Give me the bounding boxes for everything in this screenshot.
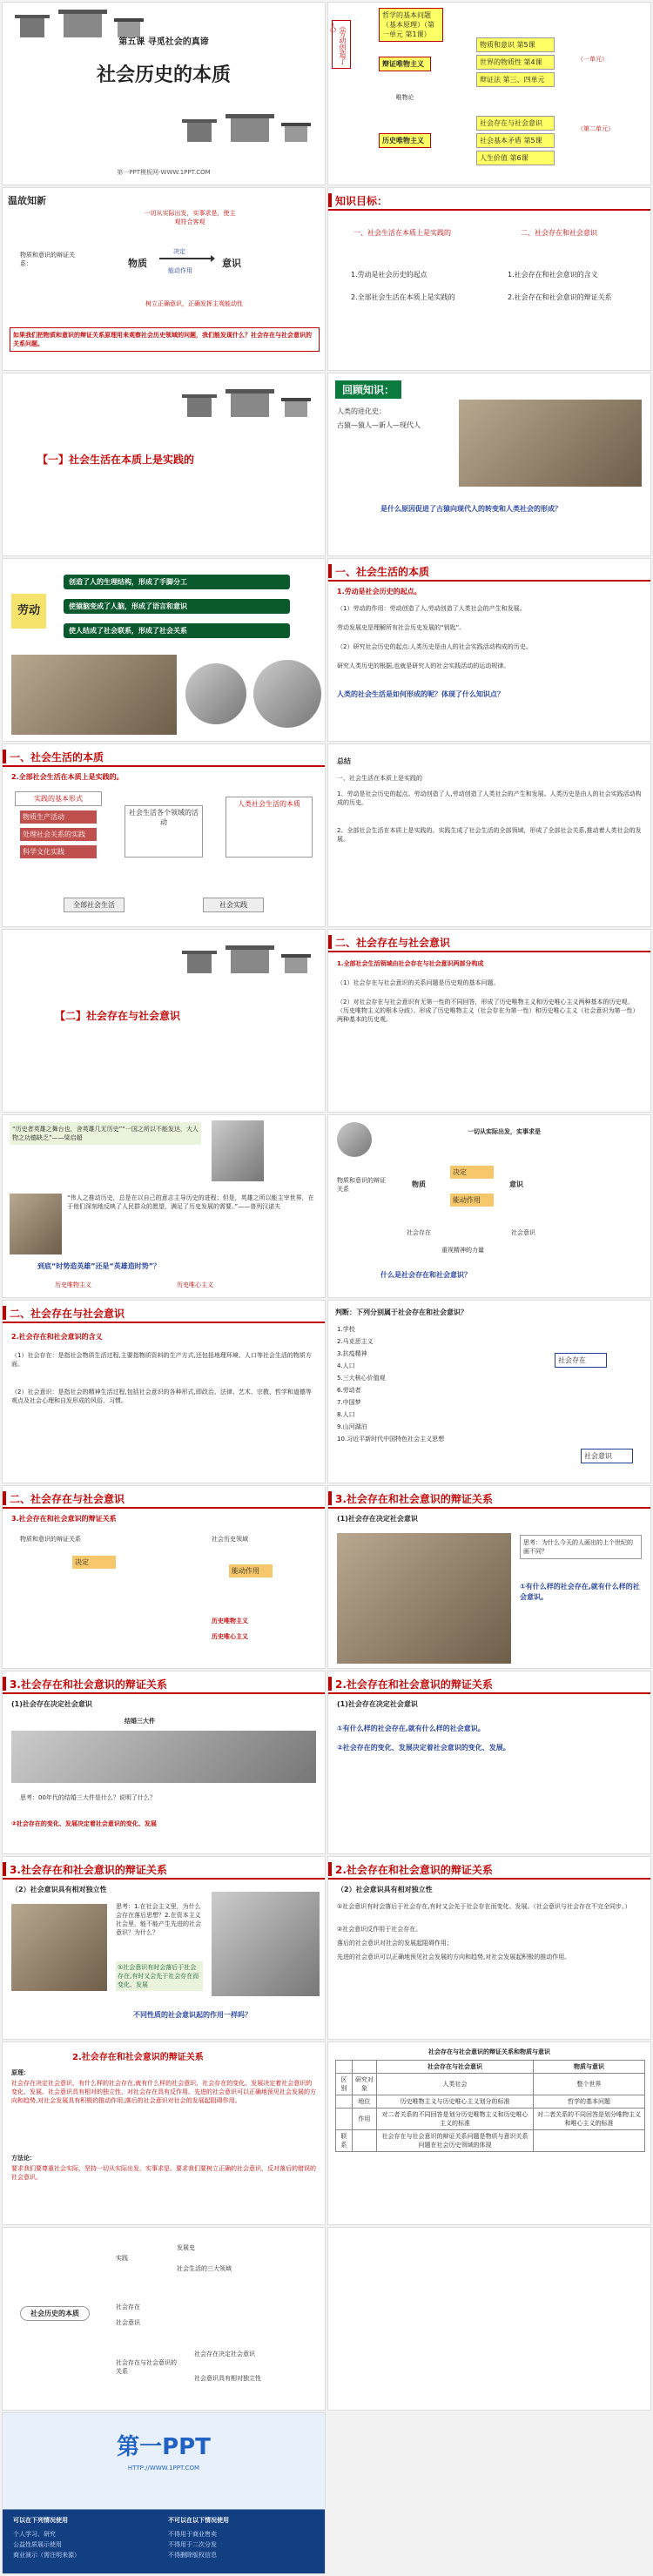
slide-independence-1 [2,1856,326,2040]
footer-col2-line-2: 不得用于二次分发 [168,2541,217,2548]
diagram-bottom: 重视精神的力量 [441,1247,484,1254]
top-note: 一切从实际出发，实事求是，使主观符合客观 [144,210,236,225]
subheading: 1.全部社会生活领域由社会存在与社会意识两部分构成 [337,960,484,967]
review-heading: 温故知新 [8,195,46,206]
branch-2: 世界的物质性 第4课 [476,55,555,70]
subheading: (1)社会存在决定社会意识 [11,1700,92,1708]
slide-recall [327,373,651,556]
slide-compare-table [327,2041,651,2225]
summary-heading: 总结 [337,757,351,765]
judge-item: 3.抗疫精神 [337,1350,367,1357]
slide-dialectic-1 [2,1485,326,1669]
matter-label: 物质 [412,1180,426,1188]
red-historical-materialism: 历史唯物主义 [212,1618,248,1624]
meaning-consciousness: （2）社会意识：是指社会的精神生活过程,包括社会意识的各种形式,即政治、法律、艺术、宗教、哲学和道德等观点及社会心理和自发形成的风俗、习惯。 [11,1389,312,1404]
method-label: 方法论： [11,2155,36,2162]
slide-heroes [2,1114,326,1298]
brand-text: 第一PPT模板网-WWW.1PPT.COM [117,169,211,176]
map-branch-1: 实践 [116,2255,128,2262]
section-heading: 一、社会生活的本质 [10,751,104,763]
relation-question: 什么是社会存在和社会意识？ [380,1271,471,1279]
objective-col1-item-1: 1.劳动是社会历史的起点 [351,271,427,279]
slide-marriage [2,1671,326,1854]
practice-item-2: 处理社会关系的实践 [20,828,97,841]
slide-review [2,187,326,371]
table-cell [336,2109,353,2130]
branch-3: 辩证法 第三、四单元 [476,72,555,87]
slide-main-title: 社会历史的本质 [96,64,231,86]
judge-list [337,1325,537,1447]
method-text: 要求我们要尊重社会实际，坚持一切从实际出发，实事求是。要求我们要树立正确的社会意识，反对落后的错误的社会意识。 [11,2165,316,2181]
three-items-label: 结婚三大件 [125,1718,155,1725]
slide-blank [327,2227,651,2411]
principle-text: 社会存在决定社会意识，有什么样的社会存在,就有什么样的社会意识，社会存在的变化、发展决定着社会意识的变化、发展。社会意识具有相对的独立性，对社会存在具有反作用。先进的社会意识可以正确地预见社会发展的方向和趋势,对社会发展具有积极的推动作用;落后的社会意识对社会的发展起阻碍作用。 [11,2080,316,2104]
evolution-label: 人类的进化史： [337,407,386,415]
tag-historical-idealism: 历史唯心主义 [177,1281,213,1288]
subheading: 3.社会存在和社会意识的辩证关系 [11,1515,117,1523]
top-box: 哲学的基本问题（基本原理）（第一单元 第1课） [379,8,443,42]
tag-consciousness: 社会意识 [511,1229,535,1236]
section-heading: 二、社会存在与社会意识 [335,937,451,949]
table-cell: 人类社会 [376,2074,533,2095]
slide-nature-2 [2,743,326,927]
section-one-title: 【一】社会生活在本质上是实践的 [37,454,195,466]
judge-item: 2.马克思主义 [337,1338,374,1345]
marriage-question: 思考：00年代的结婚三大件是什么？说明了什么？ [20,1794,156,1801]
subheading: 2.社会存在和社会意识的含义 [11,1333,103,1341]
branch-6: 人生价值 第6课 [476,151,555,165]
footer-col1-line-1: 个人学习、研究 [13,2531,56,2538]
point-3: （2）研究社会历史的起点:人类历史是由人的社会实践活动构成的历史。 [337,643,532,650]
diagram-left-label: 物质和意识的辩证关系 [337,1177,386,1193]
footer-col1-line-3: 商业演示（需注明来源） [13,2552,80,2559]
practice-item-3: 科学文化实践 [20,845,97,858]
judge-item: 4.人口 [337,1362,355,1369]
social-practice-tag: 社会实践 [203,898,264,912]
slide-summary-map [2,2227,326,2411]
footer-col2-title: 不可以在以下情况使用 [168,2517,229,2524]
table-cell: 社会存在与社会意识的辩证关系问题是物质与意识关系问题在社会历史领域的体现 [376,2130,533,2152]
evolution-chain: 古猿—猿人—新人—现代人 [337,421,421,429]
subheading: 1.劳动是社会历史的起点。 [337,588,421,595]
map-center: 社会历史的本质 [20,2306,90,2321]
section-heading: 二、社会存在与社会意识 [10,1308,125,1320]
dialectical-materialism: 辩证唯物主义 [379,57,431,71]
judge-item: 5.三大核心价值观 [337,1375,386,1382]
table-cell: 地位 [352,2095,376,2109]
table-cell: 区别 [336,2074,353,2095]
slide-summary-1 [327,743,651,927]
table-title: 社会存在与社会意识的辩证关系和物质与意识 [428,2048,550,2055]
summary-line-1: 一、社会生活在本质上是实践的 [337,775,422,782]
human-brain-image [253,660,321,728]
review-badge-image [337,1122,372,1157]
right-label: 社会历史领域 [212,1536,248,1543]
table-cell [534,2130,645,2152]
section-heading: 一、社会生活的本质 [335,566,430,578]
table-cell: 作用 [352,2109,376,2130]
recall-question: 是什么原因促进了古猿向现代人的转变和人类社会的形成？ [380,505,562,513]
footer-col2-line-3: 不得删除版权信息 [168,2552,217,2559]
section-heading: 2.社会存在和社会意识的辩证关系 [335,1678,493,1691]
consciousness-label: 意识 [509,1180,523,1188]
marriage-answer: ②社会存在的变化、发展决定着社会意识的变化、发展 [11,1820,157,1827]
section-heading: 二、社会存在与社会意识 [10,1493,125,1505]
table-cell [336,2095,353,2109]
slide-objectives [327,187,651,371]
slide-existence-1 [327,929,651,1113]
slide-title [2,2,326,185]
slide-section-two [2,929,326,1113]
decides-arrow [159,258,212,259]
slide-relation-diagram [327,1114,651,1298]
slide-meaning [2,1300,326,1483]
point-4: 研究人类历史的根据,也就是研究人的社会实践活动的运动规律。 [337,662,510,669]
labor-effect-2: 使猿脑变成了人脑，形成了语言和意识 [64,599,290,614]
footer-logo: 第一PPT [117,2434,211,2460]
objective-col2-item-2: 2.社会存在和社会意识的辩证关系 [508,293,612,301]
review-question: 如果我们把物质和意识的辩证关系原理用来观察社会历史领域的问题，我们能发现什么？社会存在与社会意识的关系问题。 [10,327,320,352]
point-4: 先进的社会意识可以正确地预见社会发展的方向和趋势,对社会发展起积极的推动作用。 [337,1954,571,1961]
table-cell [352,2130,376,2152]
side-label: 《劳动创造了人》 [332,20,351,69]
judge-heading: 判断：下列分别属于社会存在和社会意识？ [335,1308,468,1316]
slide-section-one [2,373,326,556]
point-3: 落后的社会意识对社会的发展起阻碍作用； [337,1940,453,1947]
table-row [336,2095,645,2109]
point-1: （1）劳动的作用：劳动创造了人,劳动创造了人类社会的产生和发展。 [337,605,526,612]
judge-item: 7.中国梦 [337,1399,361,1406]
primitive-people-image [11,655,177,735]
objectives-heading: 知识目标： [335,195,388,207]
slide-mindmap [327,2,651,185]
think-question: 思考：为什么今天的人画出的上个世纪的画不同？ [520,1535,642,1559]
map-branch-1b: 社会生活的三大领域 [177,2265,232,2272]
branch-4: 社会存在与社会意识 [476,116,555,131]
tag-social-consciousness: 社会意识 [581,1449,633,1463]
decides-tag: 决定 [72,1556,116,1569]
dynamic-label: 能动作用 [168,267,192,274]
principle-label: 原理： [11,2069,30,2076]
decides-label: 决定 [173,248,185,255]
table-cell: 整个世界 [534,2074,645,2095]
section-heading: 3.社会存在和社会意识的辩证关系 [10,1678,167,1691]
subheading: 2.全部社会生活在本质上是实践的。 [11,773,124,781]
ink-houses-image [173,938,321,979]
branch-5: 社会基本矛盾 第5课 [476,133,555,148]
recall-heading: 回顾知识： [335,380,401,399]
map-branch-3b: 社会意识具有相对独立性 [194,2375,261,2382]
table-header-cell: 社会存在与社会意识 [376,2061,533,2074]
quote-2: “伟人之推动历史，总是在以自己的意志主导历史的进程；但是，英雄之所以能主宰世界，在于他们深刻地反映了人民群众的愿望，满足了历史发展的需要。”——普列汉诺夫 [67,1194,314,1210]
judge-item: 9.山河湖泊 [337,1423,367,1430]
paintings-image [337,1533,511,1664]
table-row [336,2109,645,2130]
objective-col1-item-2: 2.全部社会生活在本质上是实践的 [351,293,455,301]
dynamic-tag: 能动作用 [229,1564,273,1577]
point-1: ①社会意识有时会落后于社会存在,有时又会先于社会存在而变化、发展。（社会意识与社会存在不完全同步。） [337,1903,631,1910]
portrait-image-2 [10,1194,62,1254]
footer-col1-title: 可以在下列情况使用 [13,2517,68,2524]
unit-label-2: （第二单元） [577,125,614,132]
decides-tag: 决定 [450,1166,494,1179]
section-heading: 3.社会存在和社会意识的辩证关系 [10,1864,167,1876]
slide-independence-2 [327,1856,651,2040]
summary-line-2: 1、劳动是社会历史的起点。劳动创造了人,劳动创造了人类社会的产生和发展。人类历史是由人的社会实践活动构成的历史。 [337,790,642,806]
consciousness-label: 意识 [222,258,241,269]
slide-nature-1 [327,558,651,742]
bottom-note: 树立正确意识，正确发挥主观能动性 [145,300,243,307]
footer-col1-line-2: 公益性质展示使用 [13,2541,62,2548]
compare-table [335,2060,645,2152]
diagram-top: 一切从实际出发，实事求是 [468,1128,541,1135]
slide-labor [2,558,326,742]
dynamic-tag: 能动作用 [450,1194,494,1207]
objective-col2-item-1: 1.社会存在和社会意识的含义 [508,271,598,279]
labor-effect-3: 使人结成了社会联系，形成了社会关系 [64,623,290,638]
judge-item: 8.人口 [337,1411,355,1418]
table-cell: 联系 [336,2130,353,2152]
practice-item-1: 物质生产活动 [20,810,97,824]
footer-col2-line-1: 不得用于商业售卖 [168,2531,217,2538]
evolution-image [459,400,642,487]
red-historical-idealism: 历史唯心主义 [212,1633,248,1640]
slide-dialectic-2 [327,1485,651,1669]
table-cell: 哲学的基本问题 [534,2095,645,2109]
map-branch-3: 社会存在与社会意识的关系 [116,2359,177,2375]
subheading: (1)社会存在决定社会意识 [337,1700,418,1708]
section-heading: 2.社会存在和社会意识的辩证关系 [335,1864,493,1876]
slide-footer-brand [2,2412,326,2574]
answer: ①有什么样的社会存在,就有什么样的社会意识。 [520,1583,640,1601]
nature-question: 人类的社会生活是如何形成的呢？体现了什么知识点？ [337,690,504,698]
table-header-cell [336,2061,353,2074]
ink-houses-image [173,382,321,422]
answer-1: ①有什么样的社会存在,就有什么样的社会意识。 [337,1725,485,1732]
table-header-row [336,2061,645,2074]
map-branch-3a: 社会存在决定社会意识 [194,2351,255,2357]
relation-label: 物质和意识的辩证关系： [20,252,75,267]
slide-dialectic-3 [327,1671,651,1854]
table-header-cell [352,2061,376,2074]
point-1: （1）社会存在与社会意识的关系问题是历史观的基本问题。 [337,979,500,986]
ape-brain-image [185,663,246,724]
table-cell: 研究对象 [352,2074,376,2095]
table-cell: 历史唯物主义与历史唯心主义划分的标准 [376,2095,533,2109]
summary-line-3: 2、全部社会生活在本质上是实践的。实践生成了社会生活的全部领域，形成了全部社会关系,推动着人类社会的发展。 [337,827,642,843]
quote-1: “历史者英雄之舞台也，舍英雄几无历史”“一国之所以不能发达，大人物之功德缺乏”——梁启超 [10,1122,201,1145]
judge-item: 6.劳动者 [337,1387,361,1394]
slide-principle [2,2041,326,2225]
answer-2: ②社会存在的变化、发展决定着社会意识的变化、发展。 [337,1744,510,1752]
section-two-title: 【二】社会存在与社会意识 [55,1010,181,1022]
objective-col1-title: 一、社会生活在本质上是实践的 [353,229,451,237]
judge-item: 1.学校 [337,1326,355,1333]
cartoon-image [11,1904,107,1991]
portrait-image [212,1120,264,1181]
table-cell: 对二者关系的不同回答是划分历史唯物主义和历史唯心主义的标准 [376,2109,533,2130]
point-2: ②社会意识反作用于社会存在。 [337,1926,422,1933]
appliances-image [11,1731,316,1783]
think-question: 思考：1.在社会主义里，为什么会存在落后思想？2.在资本主义社会里，能不能产生先进的社会意识？为什么？ [116,1903,201,1936]
subheading: （2）社会意识具有相对独立性 [11,1886,107,1893]
unit-label-1: （一单元） [577,56,608,63]
tag-social-existence: 社会存在 [555,1353,607,1368]
life-areas-box: 社会生活各个领域的活动 [125,805,203,858]
judge-item: 10.习近平新时代中国特色社会主义思想 [337,1436,445,1443]
ink-houses-image [173,107,321,147]
practice-forms-box: 实践的基本形式 [15,791,102,806]
branch-1: 物质和意识 第5课 [476,37,555,52]
materialism-label: 唯物论 [395,94,414,101]
essence-box: 人类社会生活的本质 [226,797,313,858]
point-2: 劳动发展史是理解所有社会历史发展的“钥匙”。 [337,624,466,631]
independence-question: 不同性质的社会意识起的作用一样吗？ [133,2011,252,2019]
left-label: 物质和意识的辩证关系 [20,1536,81,1543]
footer-url: HTTP://WWW.1PPT.COM [127,2465,200,2472]
table-cell: 对二者关系的不同回答是划分唯物主义和唯心主义的标准 [534,2109,645,2130]
section-heading: 3.社会存在和社会意识的辩证关系 [335,1493,493,1505]
table-row [336,2074,645,2095]
meaning-existence: （1）社会存在：是指社会物质生活过程,主要指物质资料的生产方式,还包括地理环境、人口等社会生活的物质方面。 [11,1352,312,1368]
tag-historical-materialism: 历史唯物主义 [55,1281,91,1288]
lesson-title: 第五课 寻觅社会的真谛 [118,37,209,47]
map-branch-2a: 社会意识 [116,2319,140,2326]
map-branch-2: 社会存在 [116,2304,140,2310]
table-header-cell: 物质与意识 [534,2061,645,2074]
historical-materialism: 历史唯物主义 [379,133,431,148]
tag-existence: 社会存在 [407,1229,431,1236]
slide-judge [327,1300,651,1483]
subheading: （2）社会意识具有相对独立性 [337,1886,433,1893]
heroes-question: 到底“时势造英雄”还是“英雄造时势”？ [37,1262,161,1270]
independence-answer: ①社会意识有时会落后于社会存在,有时又会先于社会存在而变化、发展 [116,1961,203,1991]
subheading: (1)社会存在决定社会意识 [337,1515,418,1523]
map-branch-1a: 发展史 [177,2244,195,2251]
social-life-tag: 全部社会生活 [64,898,125,912]
principle-heading: 2.社会存在和社会意识的辩证关系 [72,2053,204,2062]
labor-effect-1: 创造了人的生理结构，形成了手脚分工 [64,575,290,589]
labor-label: 劳动 [11,594,46,629]
point-2: （2）对社会存在与社会意识有无第一性的不同回答，形成了历史唯物主义和历史唯心主义两种基本的历史观。（历史唯物主义的根本分歧）。形成了历史唯物主义（社会存在为第一性）和历史唯心主义（社会意识为第一性）两种基本的历史观。 [337,999,639,1023]
table-row [336,2130,645,2152]
cartoon-image-2 [212,1892,320,1996]
objective-col2-title: 二、社会存在和社会意识 [521,229,597,237]
matter-label: 物质 [128,258,147,269]
